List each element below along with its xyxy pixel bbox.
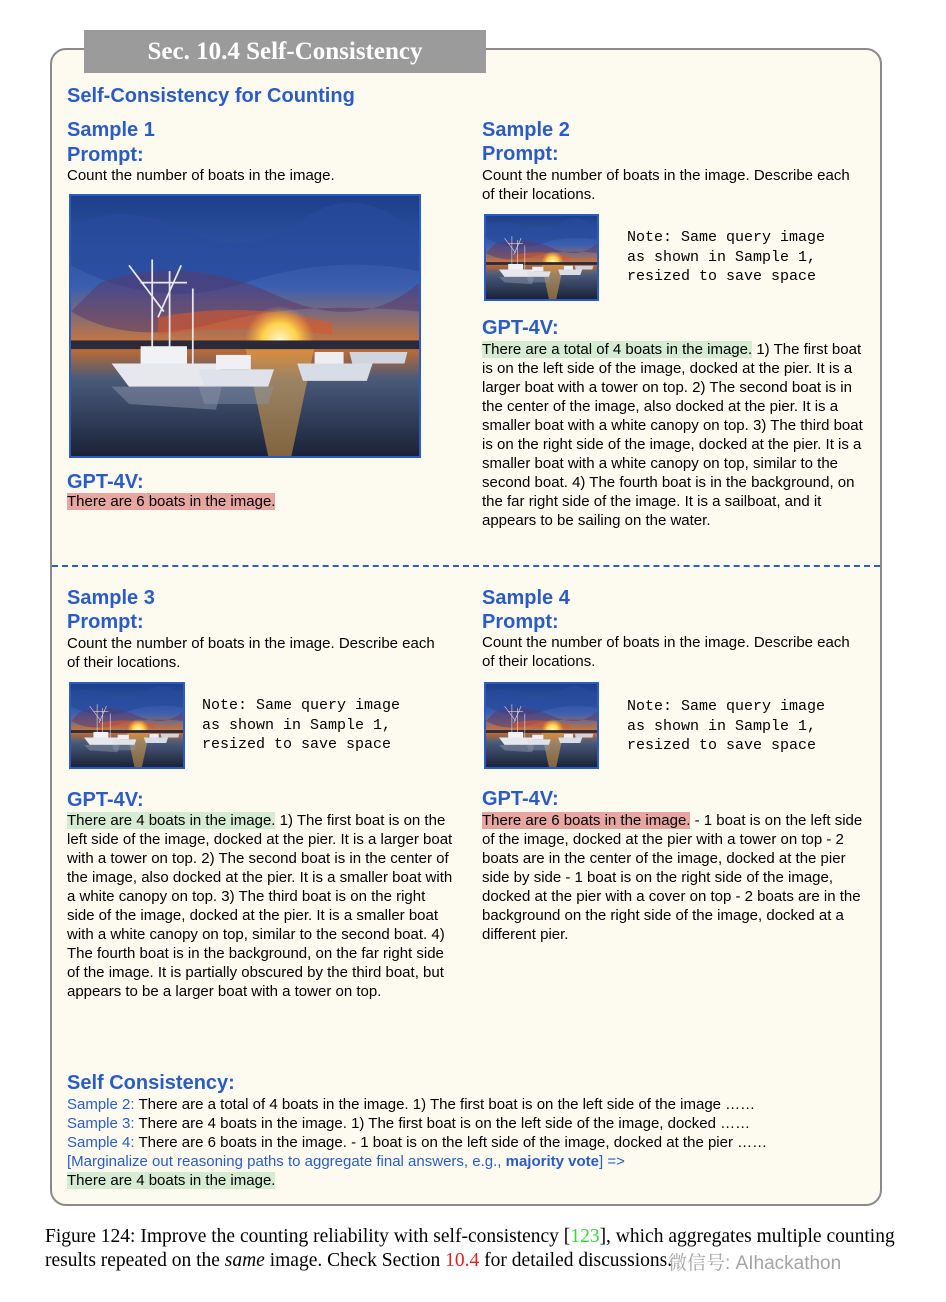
sample3-prompt-text: Count the number of boats in the image. Describe each of their locations. [67, 635, 435, 671]
self-consistency-title: Self Consistency: [67, 1072, 235, 1094]
note-line: Note: Same query image [202, 697, 401, 714]
caption-text: Figure 124: Improve the counting reliability with self-consistency [ [45, 1226, 571, 1247]
resize-note [202, 696, 400, 755]
caption-text: ], which aggregates multiple counting results repeated on the [45, 1226, 895, 1271]
consistency-line-label: Sample 3: [67, 1115, 135, 1132]
sunset-boats-thumbnail [484, 682, 599, 769]
panel-title: Self-Consistency for Counting [67, 85, 355, 107]
consistency-line-text: There are 6 boats in the image. - 1 boat is on the left side of the image, docked at the pier …… [134, 1134, 768, 1151]
sample3-answer-highlight: There are 4 boats in the image. [67, 812, 276, 829]
sample1-answer-highlight: There are 6 boats in the image. [67, 493, 276, 510]
sample4-title: Sample 4 [482, 587, 570, 609]
resize-note [627, 697, 825, 756]
note-line: as shown in Sample 1, [627, 717, 817, 735]
sample1-answer [67, 492, 427, 511]
note-line: as shown in Sample 1, [627, 248, 817, 266]
sample1-prompt-label: Prompt: [67, 144, 144, 166]
consistency-line [67, 1114, 867, 1133]
sunset-boats-thumbnail [69, 682, 185, 769]
section-title: Sec. 10.4 Self-Consistency [84, 30, 486, 73]
sample1-title: Sample 1 [67, 119, 155, 141]
sample2-answer [482, 340, 870, 530]
consistency-line-text: There are 4 boats in the image. 1) The first boat is on the left side of the image, docked …… [134, 1115, 751, 1132]
sample2-answer-rest: 1) The first boat is on the left side of the image, docked at the pier. It is a larger boat with a tower on top. 2) The second boat is in the center of the image, also docked at the pier. It is a smaller boat with a white canopy on top. 3) The third boat is on the right side of the image, docked at the pier. It is a smaller boat with a white canopy on top, similar to the second boat. 4) The fourth boat is in the background, on the far right side of the image. It is a sailboat, and it appears to be sailing on the water. [482, 341, 863, 529]
sunset-boats-thumbnail [484, 214, 599, 301]
majority-vote: majority vote [505, 1153, 599, 1170]
caption-emphasis: same [224, 1250, 265, 1271]
final-answer-line [67, 1171, 867, 1190]
sample2-title: Sample 2 [482, 119, 570, 141]
watermark: 微信号: AIhackathon [668, 1253, 842, 1274]
final-answer: There are 4 boats in the image. [67, 1172, 276, 1189]
resize-note [627, 228, 825, 287]
consistency-line [67, 1095, 867, 1114]
sample4-answer [482, 811, 868, 944]
caption-text: image. Check Section [264, 1250, 446, 1271]
sample1-gpt4v-label: GPT-4V: [67, 471, 144, 493]
note-line: Note: Same query image [627, 229, 826, 246]
sample2-prompt-text: Count the number of boats in the image. Describe each of their locations. [482, 167, 850, 203]
note-line: resized to save space [627, 268, 817, 285]
consistency-line-text: There are a total of 4 boats in the image. 1) The first boat is on the left side of the image …… [134, 1096, 756, 1113]
sample2-gpt4v-label: GPT-4V: [482, 317, 559, 339]
sample2-answer-highlight: There are a total of 4 boats in the image. [482, 341, 753, 358]
marginalize-suffix: ] => [598, 1153, 625, 1170]
self-consistency-lines [67, 1095, 867, 1190]
consistency-line-label: Sample 4: [67, 1134, 135, 1151]
caption-text: for detailed discussions. [479, 1250, 673, 1271]
marginalize-line [67, 1152, 867, 1171]
consistency-line-label: Sample 2: [67, 1096, 135, 1113]
note-line: Note: Same query image [627, 698, 826, 715]
sample3-prompt-label: Prompt: [67, 611, 144, 633]
sample4-answer-rest: - 1 boat is on the left side of the image, docked at the pier with a tower on top - 2 boats are in the center of the image, docked at the pier side by side - 1 boat is on the right side of the image, docked at the pier with a cover on top - 2 boats are in the background on the right side of the image, docked at a different pier. [482, 812, 863, 943]
sample3-title: Sample 3 [67, 587, 155, 609]
sample3-answer-rest: 1) The first boat is on the left side of the image, docked at the pier. It is a larger boat with a tower on top. 2) The second boat is in the center of the image, also docked at the pier. It is a smaller boat with a white canopy on top. 3) The third boat is on the right side of the image, docked at the pier. It is a smaller boat with a white canopy on top, similar to the second boat. 4) The fourth boat is in the background, on the far right side of the image. It is partially obscured by the third boat, but appears to be a larger boat with a tower on top. [67, 812, 453, 1000]
sunset-boats-image [69, 194, 421, 458]
sample3-answer [67, 811, 453, 1001]
sample1-prompt-text: Count the number of boats in the image. [67, 167, 335, 184]
note-line: resized to save space [202, 736, 392, 753]
marginalize-prefix: [Marginalize out reasoning paths to aggregate final answers, e.g., [67, 1153, 506, 1170]
section-link[interactable]: 10.4 [445, 1250, 480, 1271]
sample3-gpt4v-label: GPT-4V: [67, 789, 144, 811]
sample4-answer-highlight: There are 6 boats in the image. [482, 812, 691, 829]
citation-link[interactable]: 123 [570, 1226, 600, 1247]
consistency-line [67, 1133, 867, 1152]
sample4-prompt-text: Count the number of boats in the image. Describe each of their locations. [482, 634, 850, 670]
note-line: as shown in Sample 1, [202, 716, 392, 734]
section-divider [52, 565, 880, 567]
sample4-prompt-label: Prompt: [482, 611, 559, 633]
sample4-gpt4v-label: GPT-4V: [482, 788, 559, 810]
sample2-prompt-label: Prompt: [482, 143, 559, 165]
note-line: resized to save space [627, 737, 817, 754]
